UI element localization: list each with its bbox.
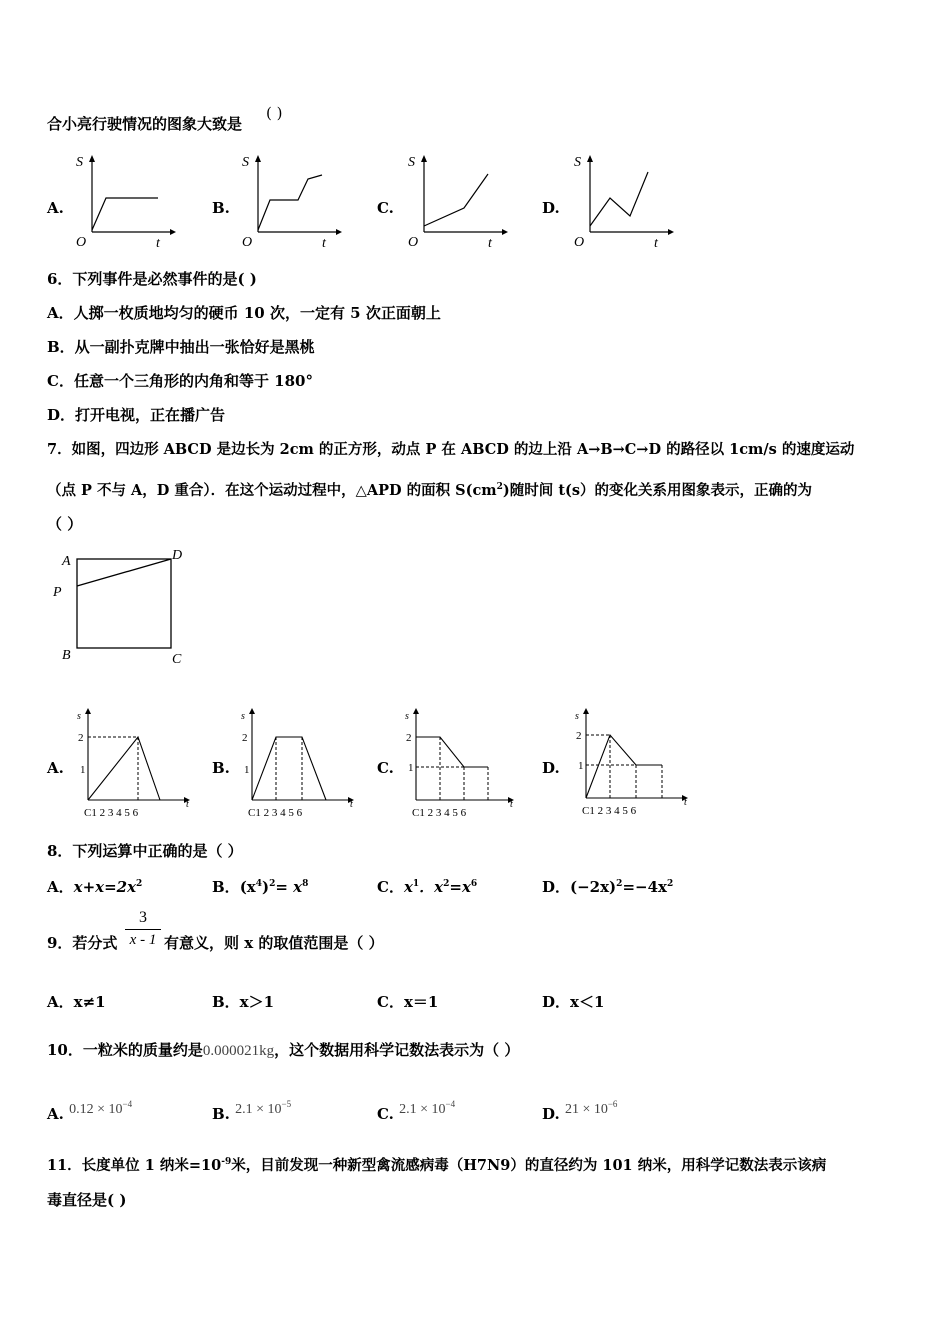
q9-option-c: C．x＝1 [377,993,439,1011]
q5-option-c-label: C. [377,199,394,217]
curve [424,174,488,226]
q7-graph-c [402,705,527,820]
curve [416,737,488,767]
y-label: S [76,155,83,170]
svg-text:s: s [575,711,579,722]
x-label: t [488,236,492,251]
y-label: S [408,155,415,170]
q8-option-b: B．$(x^4)^2= x^8$ [212,878,309,896]
svg-text:s: s [405,711,409,722]
q10-value: 0.000021kg [202,1043,275,1059]
origin-label: O [574,235,585,250]
y-label: S [242,155,249,170]
q6-option-b: B．从一副扑克牌中抽出一张恰好是黑桃 [47,338,315,356]
q7-graph-d [572,705,697,820]
q9-option-b: B．x＞1 [212,993,275,1011]
q7-option-b-label: B. [212,759,230,777]
q7-square-figure [50,545,190,670]
origin-label: O [242,235,253,250]
q5-option-a-label: A. [47,199,64,217]
curve [586,735,662,798]
q7-line2-a: （点 P 不与 A，D 重合）．在这个运动过程中，△APD 的面积 S(cm [47,481,497,499]
svg-text:1: 1 [244,764,250,776]
svg-text:C1 2 3 4 5 6: C1 2 3 4 5 6 [84,807,139,819]
q10-option-b: B. $2.1 \times 10^{-5}$ [212,1099,292,1123]
label-b: B [62,648,71,663]
q6-option-c: C．任意一个三角形的内角和等于 180° [47,372,313,390]
q6-stem: 6．下列事件是必然事件的是( ) [47,270,257,288]
curve [92,198,158,230]
q7-line2-sup: 2 [496,482,503,492]
q7-line2 [47,477,812,501]
q8-option-c: C．$x^1$．$x^2=x^6$ [377,878,478,896]
y-arrow [89,155,95,162]
q7-line3: （ ） [47,515,83,533]
q5-graph-d [568,150,678,250]
svg-text:2: 2 [406,732,412,744]
curve [88,737,160,800]
svg-text:C1 2 3 4 5 6: C1 2 3 4 5 6 [248,807,303,819]
q5-paren: ( ) [266,104,283,122]
x-label: t [322,236,326,251]
curve [252,737,326,800]
segment-pd [77,559,171,586]
svg-text:t: t [684,797,687,808]
q9-numerator: 3 [139,909,147,926]
q9-stem-a: 9．若分式 [47,934,118,952]
q11-line2: 毒直径是( ) [47,1191,127,1209]
q8-stem: 8．下列运算中正确的是（ ） [47,842,243,860]
q5-option-b-label: B. [212,199,230,217]
x-label: t [156,236,160,251]
svg-text:C1 2 3 4 5 6: C1 2 3 4 5 6 [412,807,467,819]
q9-option-d: D．x＜1 [542,993,605,1011]
q7-option-d-label: D. [542,759,560,777]
q9-denominator: x - 1 [129,932,157,948]
q5-graph-c [402,150,512,250]
svg-text:2: 2 [242,732,248,744]
curve [258,175,322,230]
curve [590,172,648,226]
label-a: A [62,554,71,569]
q5-graph-a [70,150,180,250]
q9-fraction [123,909,163,950]
q9-stem-b: 有意义，则 x 的取值范围是（ ） [164,934,384,952]
svg-text:1: 1 [408,762,414,774]
label-d: D [172,548,183,563]
x-arrow [170,229,176,235]
svg-text:s: s [77,711,81,722]
q9-option-a: A．x≠1 [47,993,106,1011]
q5-stem: 合小亮行驶情况的图象大致是 [47,115,243,133]
svg-text:t: t [186,799,189,810]
svg-text:1: 1 [80,764,86,776]
y-label: S [574,155,581,170]
q7-option-a-label: A. [47,759,64,777]
q8-option-d: D．$(-2x)^2=-4x^2$ [542,878,674,896]
label-c: C [172,652,182,667]
q10-line: 10．一粒米的质量约是0.000021kg，这个数据用科学记数法表示为（ ） [47,1041,520,1059]
svg-text:1: 1 [578,760,584,772]
q7-line1: 7．如图，四边形 ABCD 是边长为 2cm 的正方形，动点 P 在 ABCD 的边上沿 A→B→C→D 的路径以 1cm/s 的速度运动 [47,441,855,458]
q10-option-c: C. $2.1 \times 10^{-4}$ [377,1099,456,1123]
q7-line2-b: )随时间 t(s）的变化关系用图象表示，正确的为 [502,481,813,499]
q10-option-a: A. $0.12 \times 10^{-4}$ [47,1099,133,1123]
q7-graph-b [238,705,363,820]
q7-option-c-label: C. [377,759,394,777]
q10-option-d: D. $21 \times 10^{-6}$ [542,1099,618,1123]
q8-option-a: A．$x+x=2x^2$ [47,878,143,896]
origin-label: O [408,235,419,250]
x-label: t [654,236,658,251]
svg-text:C1 2 3 4 5 6: C1 2 3 4 5 6 [582,805,637,817]
origin-label: O [76,235,87,250]
label-p: P [53,585,62,600]
svg-text:s: s [241,711,245,722]
q6-option-a: A．人掷一枚质地均匀的硬币 10 次，一定有 5 次正面朝上 [47,304,441,322]
q11-line1: 11．长度单位 1 纳米$=10^{-9}$米，目前发现一种新型禽流感病毒（H7N9）的直径约为 101 纳米，用科学记数法表示该病 [47,1156,827,1174]
svg-text:t: t [510,799,513,810]
svg-text:t: t [350,799,353,810]
svg-text:2: 2 [576,730,582,742]
svg-text:2: 2 [78,732,84,744]
q6-option-d: D．打开电视，正在播广告 [47,406,226,424]
q5-option-d-label: D. [542,199,560,217]
q7-graph-a [74,705,199,820]
q5-graph-b [236,150,346,250]
